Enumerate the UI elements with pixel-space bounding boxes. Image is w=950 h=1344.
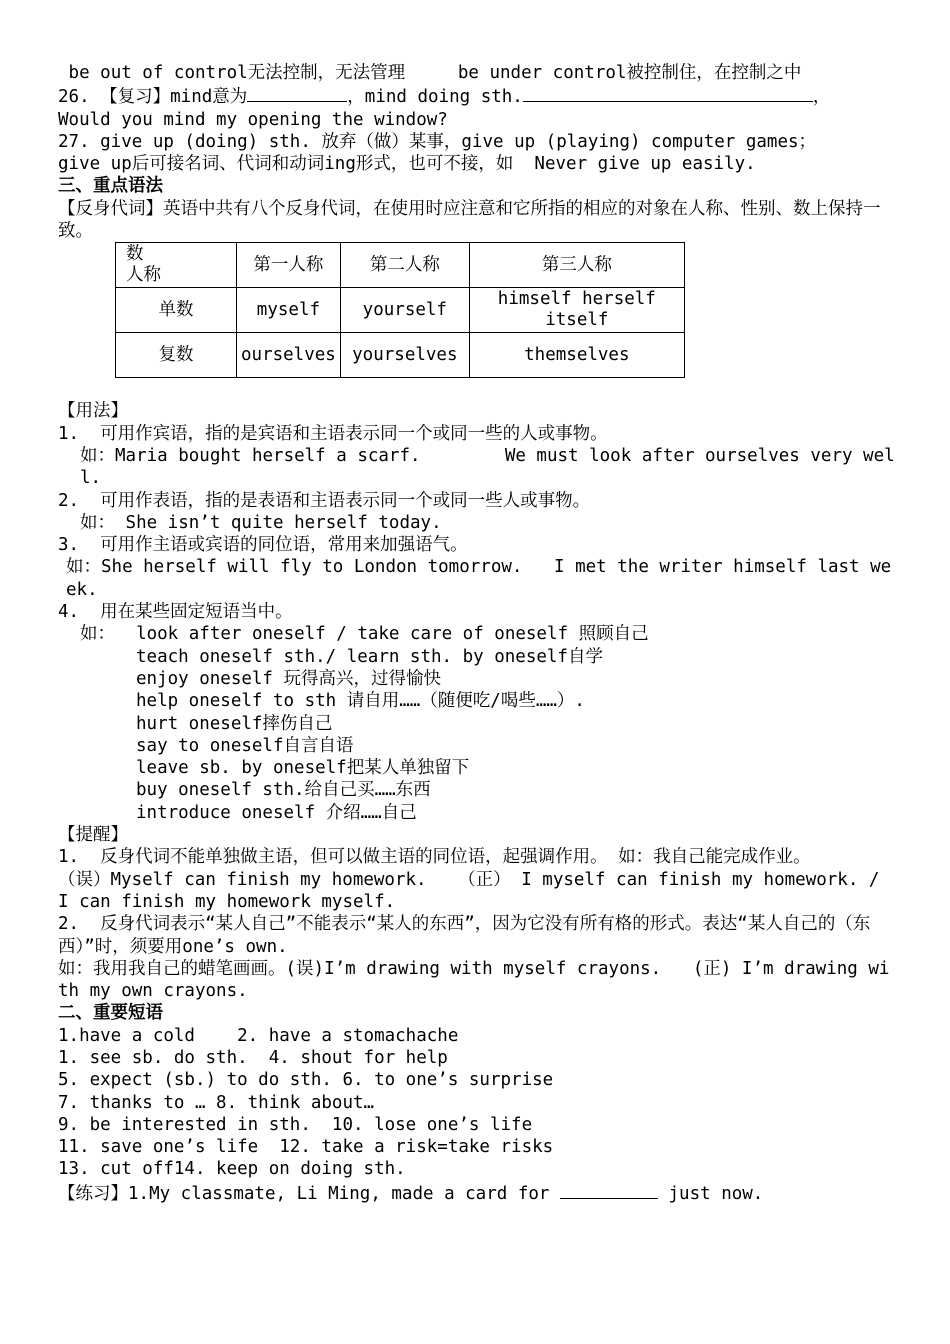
table-corner-cell: 数 人称 <box>116 243 237 288</box>
table-row <box>116 333 685 378</box>
item-26-example: Would you mind my opening the window? <box>58 109 448 130</box>
phrase-line: hurt oneself摔伤自己 <box>136 713 333 734</box>
phrase-list-item: 5. expect (sb.) to do sth. 6. to one’s surprise <box>58 1070 554 1091</box>
table-cell: themselves <box>469 333 684 378</box>
phrase-list-item: 1.have a cold 2. have a stomachache <box>58 1025 459 1046</box>
exercise-line: 【练习】1.My classmate, Li Ming, made a card for just now. <box>58 1181 898 1205</box>
table-row <box>116 288 685 333</box>
section-heading-phrases: 二、重要短语 <box>58 1003 163 1024</box>
phrase-line: leave sb. by oneself把某人单独留下 <box>136 758 470 779</box>
usage-2: 2. 可用作表语，指的是表语和主语表示同一个或同一些人或事物。 <box>58 490 591 511</box>
item-27-line: 27. give up (doing) sth. 放弃（做）某事，give up (playing) computer games； <box>58 131 817 152</box>
phrase-line: teach oneself sth./ learn sth. by oneself自学 <box>136 646 603 667</box>
phrase-list-item: 13. cut off14. keep on doing sth. <box>58 1159 406 1180</box>
item-27-note: give up后可接名词、代词和动词ing形式，也可不接，如 Never give up easily. <box>58 154 756 175</box>
usage-2-example: 如： She isn’t quite herself today. <box>80 512 442 533</box>
usage-4: 4. 用在某些固定短语当中。 <box>58 602 293 623</box>
row-label: 复数 <box>116 333 237 378</box>
reminder-2-example: 如：我用我自己的蜡笔画画。(误)I’m drawing with myself crayons. (正) I’m drawing with my own crayons. <box>58 958 890 1002</box>
reflexive-pronoun-table <box>115 242 685 378</box>
phrase-line: say to oneself自言自语 <box>136 735 354 756</box>
header-second-person: 第二人称 <box>340 243 469 288</box>
reminder-2: 2. 反身代词表示“某人自己”不能表示“某人的东西”，因为它没有所有格的形式。表达“某人自己的（东西）”时，须要用one’s own. <box>58 914 871 957</box>
fill-blank[interactable] <box>523 84 813 102</box>
reminder-1: 1. 反身代词不能单独做主语，但可以做主语的同位语，起强调作用。 如：我自己能完成作业。 <box>58 847 811 868</box>
header-third-person: 第三人称 <box>469 243 684 288</box>
usage-3: 3. 可用作主语或宾语的同位语，常用来加强语气。 <box>58 535 468 556</box>
header-first-person: 第一人称 <box>237 243 341 288</box>
phrase-list-item: 1. see sb. do sth. 4. shout for help <box>58 1047 448 1068</box>
usage-3-example: 如：She herself will fly to London tomorrow. I met the writer himself last week. <box>66 557 892 600</box>
reflexive-intro: 【反身代词】英语中共有八个反身代词，在使用时应注意和它所指的相应的对象在人称、性别、数上保持一致。 <box>58 198 881 242</box>
row-label: 单数 <box>116 288 237 333</box>
usage-4-first-phrase: 如： look after oneself / take care of oneself 照顾自己 <box>80 624 649 645</box>
usage-1-example: 如：Maria bought herself a scarf. We must look after ourselves very well. <box>80 445 895 489</box>
under-control-text: be under control被控制住，在控制之中 <box>457 63 802 83</box>
phrase-list-item: 7. thanks to … 8. think about… <box>58 1092 375 1113</box>
item-26-line: 26. 【复习】mind意为 ，mind doing sth. ， <box>58 84 898 108</box>
usage-1: 1. 可用作宾语，指的是宾语和主语表示同一个或同一些的人或事物。 <box>58 423 608 444</box>
phrase-line: buy oneself sth.给自己买……东西 <box>136 780 431 801</box>
table-cell: ourselves <box>237 333 341 378</box>
table-cell: yourselves <box>340 333 469 378</box>
reminder-1-example: （误）Myself can finish my homework. （正） I myself can finish my homework. / I can finish my homework myself. <box>58 869 890 912</box>
phrase-list-item: 11. save one’s life 12. take a risk=take risks <box>58 1137 554 1158</box>
out-of-control-text: be out of control无法控制，无法管理 <box>58 63 406 83</box>
section-heading-grammar: 三、重点语法 <box>58 176 163 197</box>
table-cell: yourself <box>340 288 469 333</box>
fill-blank[interactable] <box>560 1181 658 1199</box>
phrase-list-item: 9. be interested in sth. 10. lose one’s life <box>58 1114 533 1135</box>
document-page <box>58 62 898 1205</box>
phrase-line: introduce oneself 介绍……自己 <box>136 802 417 823</box>
fill-blank[interactable] <box>247 84 347 102</box>
phrase-line: help oneself to sth 请自用……（随便吃/喝些……）. <box>136 691 585 712</box>
usage-heading: 【用法】 <box>58 401 128 422</box>
phrase-line: enjoy oneself 玩得高兴，过得愉快 <box>136 668 442 689</box>
table-header-row <box>116 243 685 288</box>
table-cell: himself herself itself <box>469 288 684 333</box>
table-cell: myself <box>237 288 341 333</box>
control-phrases-line <box>58 62 898 84</box>
reminder-heading: 【提醒】 <box>58 825 128 846</box>
